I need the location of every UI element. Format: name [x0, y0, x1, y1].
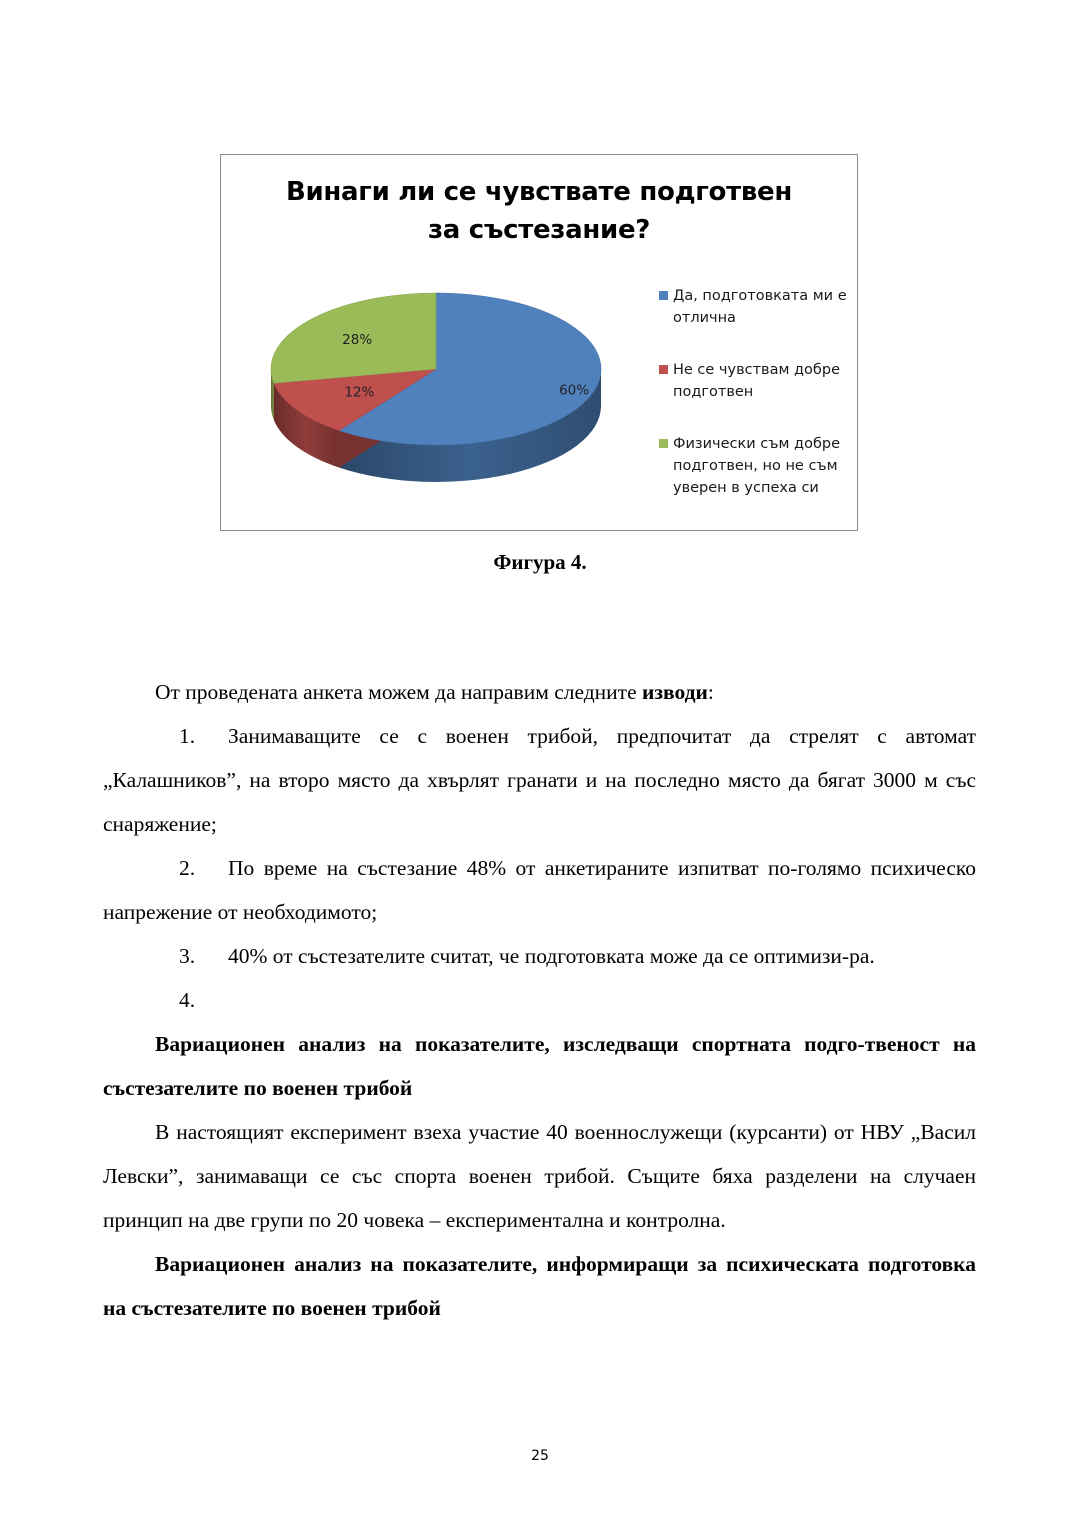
legend-item-3 — [659, 433, 849, 499]
section-heading-1: Вариационен анализ на показателите, изследващи спортната подго-твеност на състезателите по военен трибой — [103, 1032, 976, 1100]
list-item-3-text: 40% от състезателите считат, че подготовката може да се оптимизи-ра. — [228, 944, 875, 968]
conclusions-section — [103, 670, 976, 1330]
legend-label-2-line-2: подготвен — [673, 384, 754, 400]
legend-item-2 — [659, 359, 849, 403]
body-paragraph: В настоящият експеримент взеха участие 40 военнослужещи (курсанти) от НВУ „Васил Левски”, занимаващи се със спорта военен трибой. Същите бяха разделени на случаен принцип на две групи по 20 човека – експериментална и контролна. — [103, 1120, 976, 1232]
intro-colon: : — [707, 680, 714, 704]
page-number: 25 — [531, 1448, 549, 1464]
legend-label-3-line-1: Физически съм добре — [673, 436, 841, 452]
list-item-2-number: 2. — [179, 856, 196, 880]
figure-caption: Фигура 4. — [493, 550, 587, 574]
intro-text: От проведената анкета можем да направим следните — [155, 680, 642, 704]
pie-data-label-2: 12% — [344, 384, 375, 401]
legend-swatch-2 — [659, 365, 668, 374]
chart-title-line-1: Винаги ли се чувствате подготвен — [285, 177, 793, 207]
list-item-1-number: 1. — [179, 724, 196, 748]
list-item-4 — [103, 978, 976, 1022]
list-item-1-text: Занимаващите се с военен трибой, предпочитат да стрелят с автомат „Калашников”, на второ място да хвърлят гранати и на последно място да бягат 3000 м със снаряжение; — [103, 724, 976, 836]
pie-chart — [220, 154, 858, 531]
legend-swatch-1 — [659, 291, 668, 300]
list-item-3 — [103, 934, 976, 978]
pie-data-label-3: 28% — [342, 331, 373, 348]
intro-bold-word: изводи — [641, 680, 708, 704]
list-item-4-number: 4. — [179, 988, 196, 1012]
conclusions-intro — [103, 670, 976, 714]
legend-item-1 — [659, 285, 849, 329]
section-heading-2: Вариационен анализ на показателите, информиращи за психическата подготовка на състезателите по военен трибой — [103, 1252, 976, 1320]
list-item-2-text: По време на състезание 48% от анкетираните изпитват по-голямо психическо напрежение от необходимото; — [103, 856, 976, 924]
legend-label-1-line-2: отлична — [673, 310, 736, 326]
legend-swatch-3 — [659, 439, 668, 448]
legend-label-3-line-3: уверен в успеха си — [673, 480, 819, 496]
list-item-1 — [103, 714, 976, 846]
legend-label-2-line-1: Не се чувствам добре — [673, 362, 840, 378]
legend-label-3-line-2: подготвен, но не съм — [673, 458, 838, 474]
chart-title-line-2: за състезание? — [427, 215, 651, 245]
list-item-3-number: 3. — [179, 944, 196, 968]
legend-label-1-line-1: Да, подготовката ми е — [673, 288, 847, 304]
list-item-2 — [103, 846, 976, 934]
pie-data-label-1: 60% — [559, 382, 590, 399]
chart-legend — [659, 285, 849, 529]
